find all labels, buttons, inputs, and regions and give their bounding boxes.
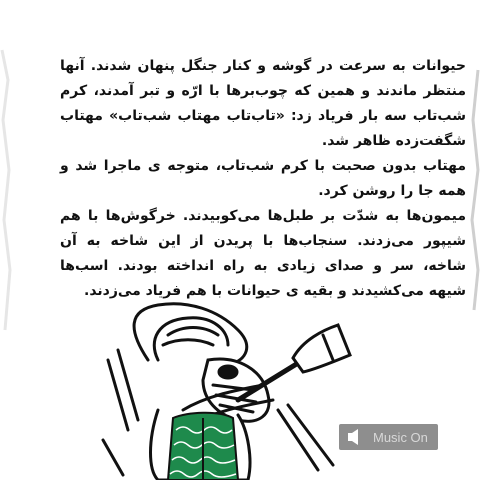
edge-decoration-left xyxy=(0,40,14,340)
story-paragraph: میمون‌ها به شدّت بر طبل‌ها می‌کوبیدند. خرگوش‌ها با هم شیپور می‌زدند. سنجاب‌ها با پریدن از این شاخه به آن شاخه، سر و صدای زیادی به راه انداخته بودند. اسب‌ها شیهه می‌کشیدند و بقیه ی حیوانات با هم فریاد می‌زدند. xyxy=(60,208,466,299)
story-paragraph: مهتاب بدون صحبت با کرم شب‌تاب، متوجه ی ماجرا شد و همه جا را روشن کرد. xyxy=(60,158,466,199)
story-paragraph: حیوانات به سرعت در گوشه و کنار جنگل پنهان شدند. آنها منتظر ماندند و همین که چوب‌برها با ارّه و تبر آمدند، کرم شب‌تاب سه بار فریاد زد: «تاب‌تاب مهتاب شب‌تاب» مهتاب شگفت‌زده ظاهر شد. xyxy=(60,58,466,149)
music-toggle-button[interactable] xyxy=(339,424,438,450)
rabbit-trumpet-illustration xyxy=(88,300,358,480)
story-text xyxy=(60,54,466,304)
speaker-icon xyxy=(345,427,365,447)
music-toggle-label: Music On xyxy=(373,429,428,445)
edge-decoration-right xyxy=(470,60,480,320)
